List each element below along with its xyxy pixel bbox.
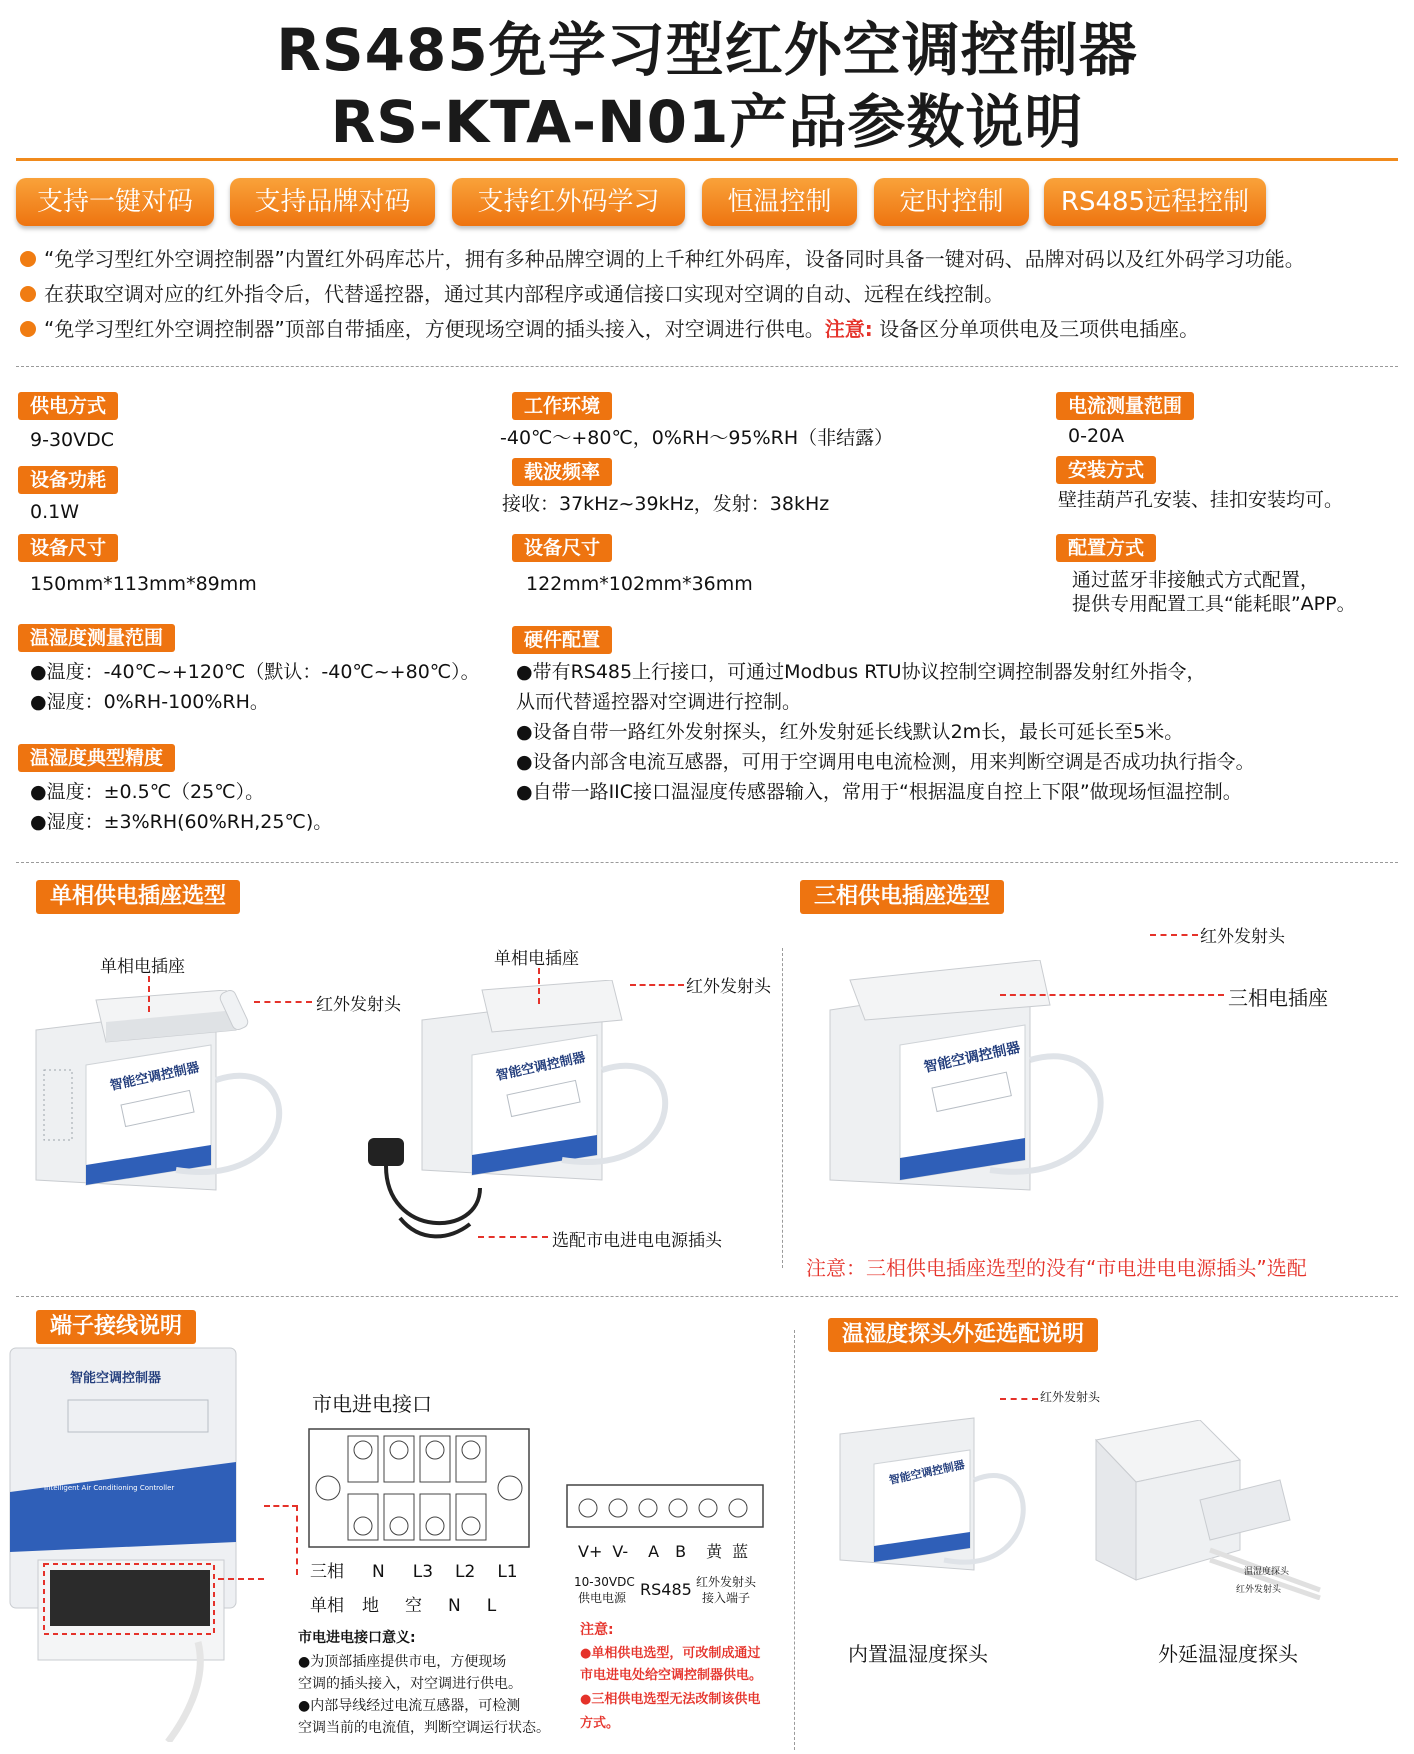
- mains-row-single: 单相 地 空 N L: [310, 1596, 497, 1616]
- callout-line: [148, 976, 150, 1012]
- spec-label-th-accuracy: 温湿度典型精度: [18, 744, 175, 772]
- callout-emitter-2: 红外发射头: [686, 977, 771, 997]
- terminal-note-title: 注意:: [580, 1622, 614, 1638]
- spec-value-hw-1: ●带有RS485上行接口，可通过Modbus RTU协议控制空调控制器发射红外指令，: [516, 661, 1206, 683]
- intro-bullet: “免学习型红外空调控制器”顶部自带插座，方便现场空调的插头接入，对空调进行供电。注意: 设备区分单项供电及三项供电插座。: [18, 312, 1408, 347]
- spec-value-th-acc-2: ●湿度：±3%RH(60%RH,25℃)。: [30, 811, 333, 833]
- spec-label-config: 配置方式: [1056, 534, 1156, 562]
- terminal-note-2a: ●三相供电选型无法改制该供电: [580, 1692, 761, 1707]
- callout-line: [478, 1236, 548, 1238]
- section-label-three-phase: 三相供电插座选型: [800, 880, 1004, 914]
- callout-emitter-1: 红外发射头: [316, 995, 401, 1015]
- terminal-note-1a: ●单相供电选型，可改制成通过: [580, 1646, 761, 1661]
- spec-value-current: 0-20A: [1068, 425, 1125, 447]
- spec-label-hardware: 硬件配置: [512, 626, 612, 654]
- spec-label-size1: 设备尺寸: [18, 534, 118, 562]
- meaning-2b: 空调当前的电流值，判断空调运行状态。: [298, 1720, 550, 1736]
- callout-line: [630, 984, 684, 986]
- spec-value-th-acc-1: ●温度：±0.5℃（25℃）。: [30, 781, 265, 803]
- spec-value-size2: 122mm*102mm*36mm: [526, 573, 753, 595]
- device-brand-text: 智能空调控制器: [70, 1371, 162, 1386]
- section-label-probe: 温湿度探头外延选配说明: [828, 1318, 1098, 1352]
- bullet-dot-icon: [20, 251, 36, 267]
- intro-bullet: 在获取空调对应的红外指令后，代替遥控器，通过其内部程序或通信接口实现对空调的自动、远程在线控制。: [18, 277, 1408, 312]
- spec-label-install: 安装方式: [1056, 456, 1156, 484]
- device-image-three-phase: [820, 960, 1140, 1210]
- section-divider: [16, 366, 1398, 367]
- spec-label-carrier: 载波频率: [512, 458, 612, 486]
- callout-line: [1000, 994, 1224, 996]
- section-divider: [16, 1296, 1398, 1297]
- bullet-dot-icon: [20, 321, 36, 337]
- device-brand-text: 智能空调控制器: [108, 1060, 201, 1094]
- power-desc-1: 10-30VDC: [574, 1575, 635, 1589]
- spec-value-carrier: 接收：37kHz~39kHz，发射：38kHz: [502, 493, 830, 515]
- spec-value-th-range-2: ●湿度：0%RH-100%RH。: [30, 691, 269, 713]
- probe-emitter-callout: 红外发射头: [1040, 1390, 1101, 1404]
- callout-socket-2: 单相电插座: [494, 949, 579, 969]
- spec-value-hw-3: ●设备自带一路红外发射探头，红外发射延长线默认2m长，最长可延长至5米。: [516, 721, 1184, 743]
- spec-label-current: 电流测量范围: [1056, 392, 1194, 420]
- spec-value-power: 9-30VDC: [30, 429, 115, 451]
- spec-value-th-range-1: ●温度：-40℃~+120℃（默认：-40℃~+80℃）。: [30, 661, 480, 683]
- device-brand-text: 智能空调控制器: [494, 1050, 587, 1084]
- callout-plug: 选配市电进电电源插头: [552, 1231, 722, 1251]
- ir-desc-1: 红外发射头: [696, 1575, 757, 1589]
- spec-value-size1: 150mm*113mm*89mm: [30, 573, 257, 595]
- section-label-terminal: 端子接线说明: [36, 1310, 196, 1344]
- callout-socket-3: 三相电插座: [1228, 986, 1328, 1010]
- spec-value-install: 壁挂葫芦孔安装、挂扣安装均可。: [1058, 489, 1344, 511]
- meaning-2a: ●内部导线经过电流互感器，可检测: [298, 1698, 521, 1714]
- bullet-dot-icon: [20, 286, 36, 302]
- spec-value-config-2: 提供专用配置工具“能耗眼”APP。: [1072, 593, 1356, 615]
- feature-one-key-pairing: 支持一键对码: [16, 178, 214, 226]
- device-image-internal-probe: [834, 1400, 1054, 1590]
- power-desc-2: 供电电源: [578, 1591, 627, 1605]
- spec-value-consumption: 0.1W: [30, 501, 80, 523]
- feature-ir-learning: 支持红外码学习: [452, 178, 685, 226]
- device-sub-text: Intelligent Air Conditioning Controller: [44, 1484, 175, 1492]
- terminal-note-2b: 方式。: [580, 1716, 620, 1731]
- callout-line: [254, 1001, 312, 1003]
- device-brand-text: 智能空调控制器: [922, 1039, 1022, 1076]
- spec-value-env: -40℃～+80℃，0%RH～95%RH（非结露）: [500, 427, 894, 449]
- section-vertical-divider: [794, 1330, 795, 1750]
- title-line-1: RS485免学习型红外空调控制器: [276, 16, 1138, 84]
- terminal-note-1b: 市电进电处给空调控制器供电。: [580, 1668, 763, 1683]
- feature-thermostat: 恒温控制: [702, 178, 857, 226]
- feature-brand-pairing: 支持品牌对码: [230, 178, 435, 226]
- internal-probe-caption: 内置温湿度探头: [848, 1642, 988, 1666]
- device-image-external-probe: [1090, 1420, 1330, 1600]
- signal-pin-row: V+ V- A B 黄 蓝: [578, 1542, 749, 1561]
- callout-line: [218, 1578, 264, 1580]
- meaning-1a: ●为顶部插座提供市电，方便现场: [298, 1654, 507, 1670]
- section-label-single-phase: 单相供电插座选型: [36, 880, 240, 914]
- spec-label-env: 工作环境: [512, 392, 612, 420]
- external-probe-caption: 外延温湿度探头: [1158, 1642, 1298, 1666]
- callout-line: [296, 1505, 298, 1575]
- feature-row: [16, 178, 1398, 226]
- spec-value-hw-4: ●设备内部含电流互感器，可用于空调用电电流检测，用来判断空调是否成功执行指令。: [516, 751, 1255, 773]
- device-front-image: [8, 1342, 240, 1742]
- meaning-title: 市电进电接口意义:: [298, 1630, 416, 1646]
- spec-label-th-range: 温湿度测量范围: [18, 624, 175, 652]
- mains-interface-title: 市电进电接口: [312, 1392, 432, 1416]
- section-divider: [16, 862, 1398, 863]
- warning-text: 注意:: [824, 317, 873, 341]
- device-image-single-1: [26, 990, 326, 1210]
- spec-label-consumption: 设备功耗: [18, 466, 118, 494]
- feature-timer: 定时控制: [874, 178, 1029, 226]
- callout-line: [1150, 934, 1198, 936]
- rs485-label: RS485: [640, 1580, 692, 1599]
- meaning-1b: 空调的插头接入，对空调进行供电。: [298, 1676, 522, 1692]
- callout-socket-1: 单相电插座: [100, 957, 185, 977]
- intro-bullet: “免学习型红外空调控制器”内置红外码库芯片，拥有多种品牌空调的上千种红外码库，设备同时具备一键对码、品牌对码以及红外码学习功能。: [18, 242, 1408, 277]
- spec-value-hw-2: 从而代替遥控器对空调进行控制。: [516, 691, 802, 713]
- feature-rs485-remote: RS485远程控制: [1044, 178, 1266, 226]
- page-title: [0, 14, 1414, 158]
- callout-line: [1000, 1398, 1038, 1400]
- spec-label-size2: 设备尺寸: [512, 534, 612, 562]
- spec-value-hw-5: ●自带一路IIC接口温湿度传感器输入，常用于“根据温度自控上下限”做现场恒温控制。: [516, 781, 1242, 803]
- three-phase-note: 注意：三相供电插座选型的没有“市电进电电源插头”选配: [806, 1256, 1307, 1280]
- mains-terminal-block: [308, 1428, 530, 1548]
- intro-bullets: [18, 242, 1408, 347]
- callout-line: [264, 1505, 298, 1507]
- title-line-2: RS-KTA-N01产品参数说明: [330, 88, 1084, 156]
- callout-line: [538, 968, 540, 1004]
- signal-terminal-block: [566, 1484, 764, 1528]
- spec-label-power: 供电方式: [18, 392, 118, 420]
- spec-value-config-1: 通过蓝牙非接触式方式配置，: [1072, 569, 1320, 591]
- callout-emitter-3: 红外发射头: [1200, 927, 1285, 947]
- section-vertical-divider: [782, 948, 783, 1268]
- probe-ir-callout: 红外发射头: [1236, 1585, 1282, 1595]
- power-plug-icon: [360, 1128, 500, 1248]
- probe-th-callout: 温湿度探头: [1244, 1567, 1290, 1577]
- title-divider: [16, 158, 1398, 161]
- device-brand-text: 智能空调控制器: [887, 1458, 966, 1487]
- mains-row-three: 三相 N L3 L2 L1: [310, 1562, 518, 1582]
- ir-desc-2: 接入端子: [702, 1591, 751, 1605]
